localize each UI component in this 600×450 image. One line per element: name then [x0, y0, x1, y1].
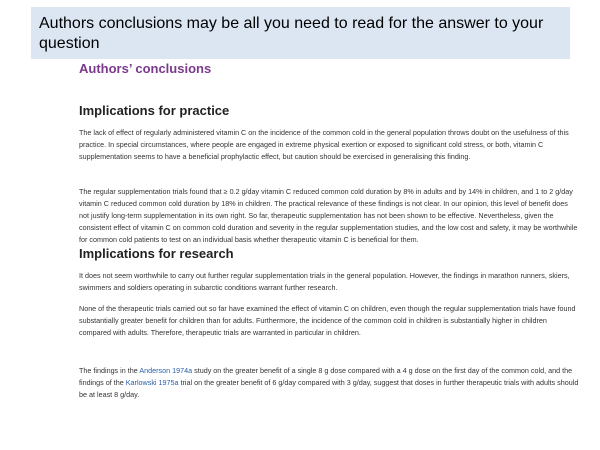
research-p3-text-2: study on the greater benefit of a single 8 g dose compared with a 4 g dose on the first day of the common cold, and the findings of the — [79, 366, 573, 387]
karlowski-1975a-link[interactable]: Karlowski 1975a — [125, 378, 179, 387]
practice-paragraph-1: The lack of effect of regularly administered vitamin C on the incidence of the common cold in the general population throws doubt on the usefulness of this practice. In special circumstances, where people are engaged in extreme physical exertion or exposed to significant cold stress, or both, vitamin C supplementation seems to have a beneficial prophylactic effect, but caution should be exercised in generalising this finding. — [79, 128, 569, 161]
research-p3-text-1: The findings in the — [79, 366, 140, 375]
research-paragraph-2: None of the therapeutic trials carried out so far have examined the effect of vitamin C on children, even though the regular supplementation trials have found substantially greater benefit for children than for adults. Furthermore, the incidence of the common cold in children is substantially higher in children compared with adults. Therefore, therapeutic trials are warranted in particular in children. — [79, 304, 576, 337]
slide-title-banner — [31, 7, 570, 59]
section-title: Authors’ conclusions — [79, 61, 212, 76]
research-heading: Implications for research — [79, 246, 234, 261]
research-paragraph-1: It does not seem worthwhile to carry out further regular supplementation trials in the general population. However, the findings in marathon runners, skiers, swimmers and soldiers operating in subarctic conditions warrant further research. — [79, 271, 570, 292]
practice-paragraph-2: The regular supplementation trials found that ≥ 0.2 g/day vitamin C reduced common cold duration by 8% in adults and by 14% in children, and 1 to 2 g/day vitamin C reduced common cold duration by 18% in children. The practical relevance of these findings is not clear. In our opinion, this level of benefit does not justify long-term supplementation in its own right. So far, therapeutic supplementation has not been shown to be effective. Nevertheless, given the consistent effect of vitamin C on common cold duration and severity in the regular supplementation studies, and the low cost and safety, it may be worthwhile for common cold patients to test on an individual basis whether therapeutic vitamin C is beneficial for them. — [79, 187, 578, 244]
research-p3-text-3: trial on the greater benefit of 6 g/day compared with 3 g/day, suggest that doses in further therapeutic trials with adults should be at least 8 g/day. — [79, 378, 579, 399]
practice-heading: Implications for practice — [79, 103, 230, 118]
slide-title-text: Authors conclusions may be all you need to read for the answer to your question — [39, 15, 544, 52]
anderson-1974a-link[interactable]: Anderson 1974a — [139, 366, 193, 375]
research-paragraph-3 — [79, 365, 579, 401]
